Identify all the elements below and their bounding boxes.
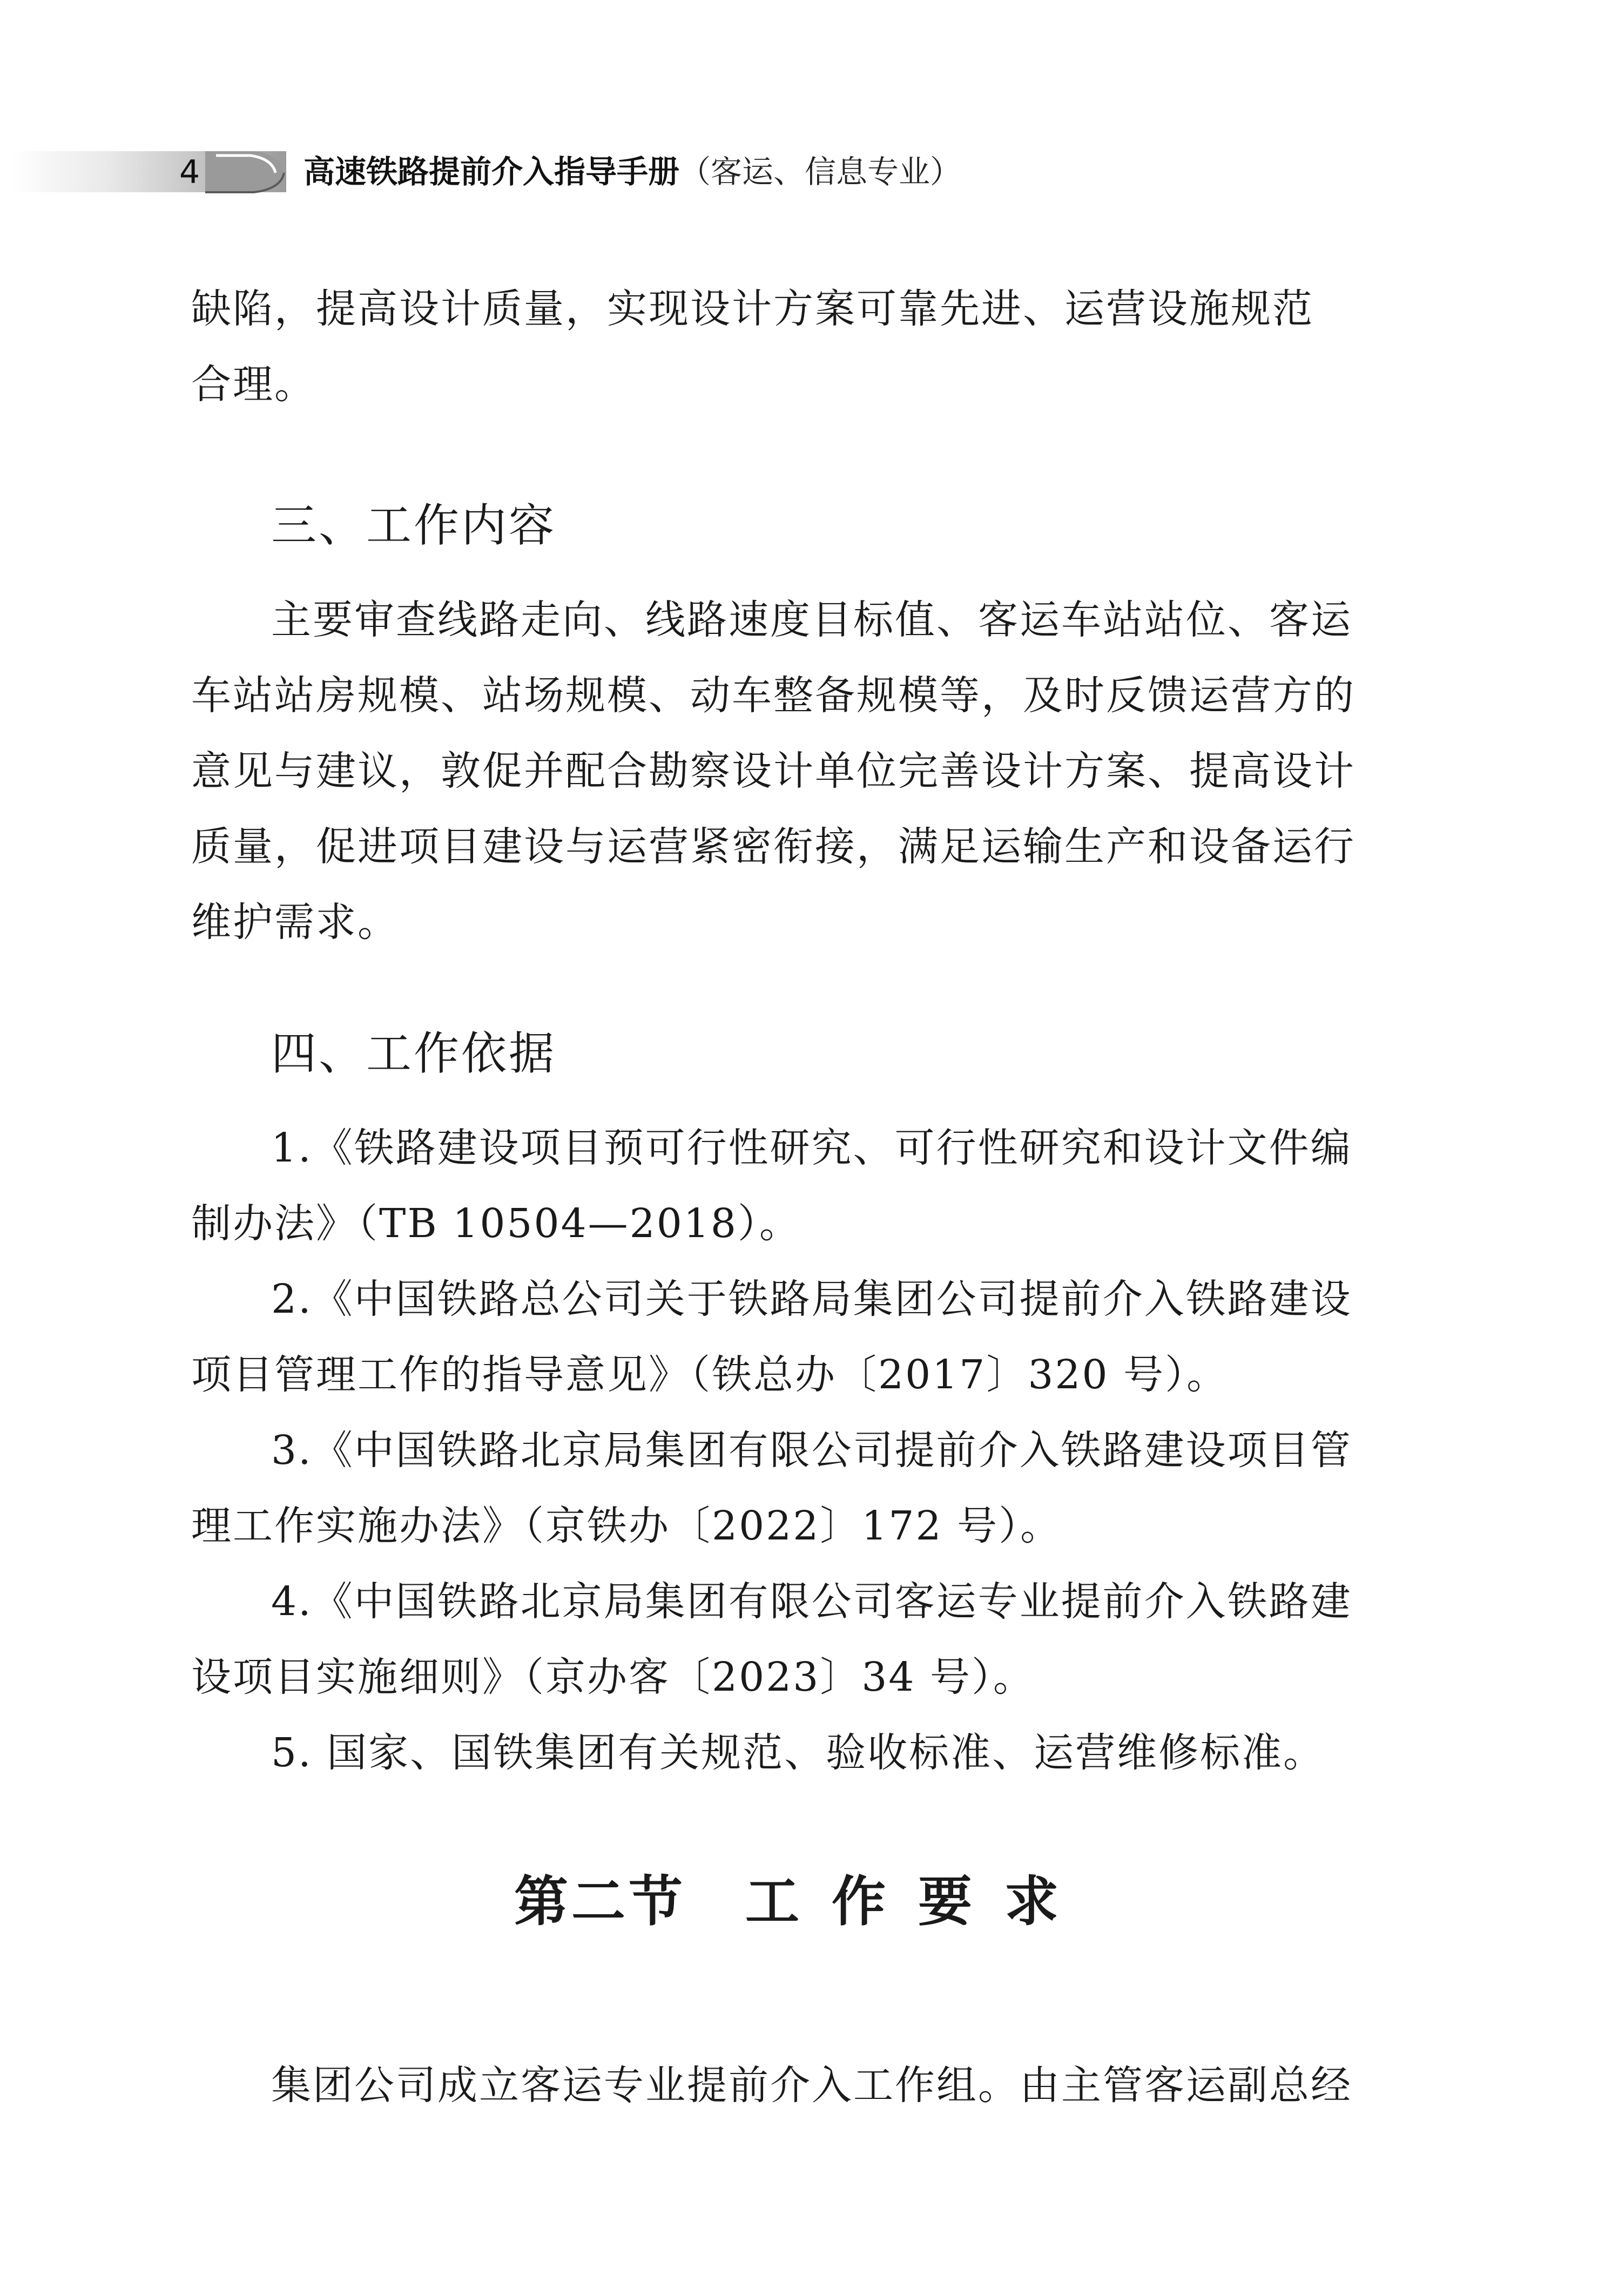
text-line: 质量，促进项目建设与运营紧密衔接，满足运输生产和设备运行 xyxy=(191,823,1356,870)
running-header xyxy=(0,139,1605,204)
text-line: 意见与建议，敦促并配合勘察设计单位完善设计方案、提高设计 xyxy=(191,748,1356,794)
list-item-line: 2.《中国铁路总公司关于铁路局集团公司提前介入铁路建设 xyxy=(271,1276,1352,1322)
list-item-line: 1.《铁路建设项目预可行性研究、可行性研究和设计文件编 xyxy=(271,1125,1352,1171)
text-line: 车站站房规模、站场规模、动车整备规模等，及时反馈运营方的 xyxy=(191,672,1356,719)
text-line: 集团公司成立客运专业提前介入工作组。由主管客运副总经 xyxy=(271,2062,1352,2109)
intro-paragraph xyxy=(191,271,1336,422)
text-line: 缺陷，提高设计质量，实现设计方案可靠先进、运营设施规范 xyxy=(191,286,1314,332)
page-number: 4 xyxy=(179,153,200,191)
requirements-paragraph xyxy=(191,2048,1352,2123)
list-item-line: 理工作实施办法》（京铁办〔2022〕172 号）。 xyxy=(191,1503,1062,1549)
list-item-line: 4.《中国铁路北京局集团有限公司客运专业提前介入铁路建 xyxy=(271,1578,1352,1625)
section4-list xyxy=(191,1110,1352,1791)
text-line: 合理。 xyxy=(191,361,316,408)
section-heading-work-content: 三、工作内容 xyxy=(271,499,557,552)
book-title-main: 高速铁路提前介入指导手册 xyxy=(304,153,680,190)
list-item-line: 5. 国家、国铁集团有关规范、验收标准、运营维修标准。 xyxy=(271,1730,1325,1776)
list-item-line: 3.《中国铁路北京局集团有限公司提前介入铁路建设项目管 xyxy=(271,1427,1352,1474)
chapter-section-title xyxy=(0,1866,1605,1936)
section3-paragraph xyxy=(191,582,1356,960)
list-item-line: 项目管理工作的指导意见》（铁总办〔2017〕320 号）。 xyxy=(191,1352,1229,1398)
section-heading-work-basis: 四、工作依据 xyxy=(271,1027,557,1080)
section-number: 第二节 xyxy=(514,1869,686,1933)
section-name: 工作要求 xyxy=(745,1869,1091,1933)
header-swoosh-icon xyxy=(205,149,286,194)
text-line: 维护需求。 xyxy=(191,899,399,946)
list-item-line: 设项目实施细则》（京办客〔2023〕34 号）。 xyxy=(191,1654,1035,1700)
list-item-line: 制办法》（TB 10504—2018）。 xyxy=(191,1200,801,1247)
book-title xyxy=(304,152,961,191)
book-title-sub: （客运、信息专业） xyxy=(679,153,962,190)
text-line: 主要审查线路走向、线路速度目标值、客运车站站位、客运 xyxy=(271,597,1352,643)
